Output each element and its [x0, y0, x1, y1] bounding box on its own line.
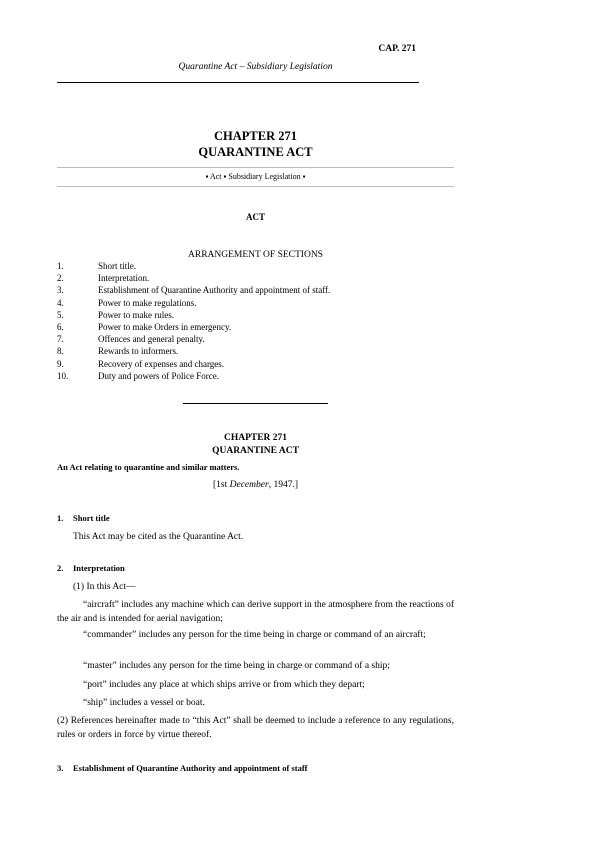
toc-title: Short title.	[98, 261, 136, 271]
toc-number: 9.	[57, 358, 64, 369]
document-nav	[57, 172, 454, 181]
toc-number: 4.	[57, 297, 64, 308]
body-chapter-heading	[57, 432, 454, 458]
toc-title: Rewards to informers.	[98, 346, 179, 357]
toc-number: 8.	[57, 346, 64, 357]
toc-number: 1.	[57, 261, 64, 271]
definition-port: “port” includes any place at which ships arrive or from which they depart;	[83, 680, 365, 690]
toc-title: Power to make Orders in emergency.	[98, 321, 232, 332]
toc-row[interactable]	[57, 261, 454, 273]
toc-number: 3.	[57, 285, 64, 296]
nav-bullet: ▪	[302, 172, 306, 181]
toc-row[interactable]	[57, 273, 454, 285]
definition-commander: “commander” includes any person for the time being in charge or command of an aircraft;	[83, 630, 426, 640]
section-2-heading: 2. Interpretation	[57, 563, 125, 573]
toc-title: Power to make rules.	[98, 309, 174, 320]
nav-bullet: ▪	[205, 172, 209, 181]
toc-row[interactable]	[57, 322, 454, 334]
toc-title: Establishment of Quarantine Authority and appointment of staff.	[98, 285, 331, 296]
definition-aircraft: “aircraft” includes any machine which can derive support in the atmosphere from the reactions of the air and is intended for aerial navigation;	[57, 600, 454, 624]
header-rule	[57, 82, 419, 83]
body-chapter-number: CHAPTER 271	[223, 433, 288, 443]
toc-row[interactable]	[57, 285, 454, 297]
nav-bullet: ▪	[223, 172, 227, 181]
toc-row[interactable]	[57, 334, 454, 346]
toc-row[interactable]	[57, 359, 454, 371]
definition-ship: “ship” includes a vessel or boat.	[83, 698, 205, 708]
nav-rule-top	[57, 167, 454, 168]
section-1-text: This Act may be cited as the Quarantine Act.	[73, 532, 244, 542]
section-divider	[183, 403, 328, 404]
toc-title: Power to make regulations.	[98, 297, 197, 308]
toc-row[interactable]	[57, 371, 454, 383]
section-1-heading: 1. Short title	[57, 513, 110, 523]
toc-row[interactable]	[57, 346, 454, 358]
nav-link-subsidiary-legislation[interactable]: Subsidiary Legislation	[228, 172, 301, 181]
toc-title: Offences and general penalty.	[98, 334, 205, 345]
long-title: An Act relating to quarantine and similar matters.	[57, 462, 240, 472]
act-title: QUARANTINE ACT	[198, 145, 313, 159]
toc-row[interactable]	[57, 298, 454, 310]
commencement-date: [1st December, 1947.]	[213, 480, 298, 490]
nav-link-act[interactable]: Act	[209, 172, 222, 181]
arrangement-heading: ARRANGEMENT OF SECTIONS	[188, 250, 323, 260]
section-3-heading: 3. Establishment of Quarantine Authority and appointment of staff	[57, 763, 308, 773]
toc-number: 5.	[57, 309, 64, 320]
toc-title: Duty and powers of Police Force.	[98, 370, 219, 381]
toc-title: Interpretation.	[98, 273, 150, 284]
definition-master: “master” includes any person for the time being in charge or command of a ship;	[83, 661, 390, 671]
toc-number: 7.	[57, 334, 64, 345]
toc-row[interactable]	[57, 310, 454, 322]
nav-rule-bottom	[57, 186, 454, 187]
subsection-2-2: (2) References hereinafter made to “this Act” shall be deemed to include a reference to any regulations, rules or orders in force by virtue thereof.	[57, 716, 454, 740]
chapter-number: CHAPTER 271	[214, 129, 297, 143]
toc-number: 10.	[57, 370, 69, 381]
toc-number: 6.	[57, 321, 64, 332]
subsection-2-1: (1) In this Act—	[73, 582, 136, 592]
toc-number: 2.	[57, 273, 64, 284]
sections-list	[57, 261, 454, 383]
cap-number: CAP. 271	[378, 44, 416, 54]
toc-title: Recovery of expenses and charges.	[98, 358, 225, 369]
body-act-name: QUARANTINE ACT	[212, 446, 299, 456]
act-heading: ACT	[245, 212, 265, 222]
running-head: Quarantine Act – Subsidiary Legislation	[178, 62, 333, 72]
chapter-title	[57, 128, 454, 160]
